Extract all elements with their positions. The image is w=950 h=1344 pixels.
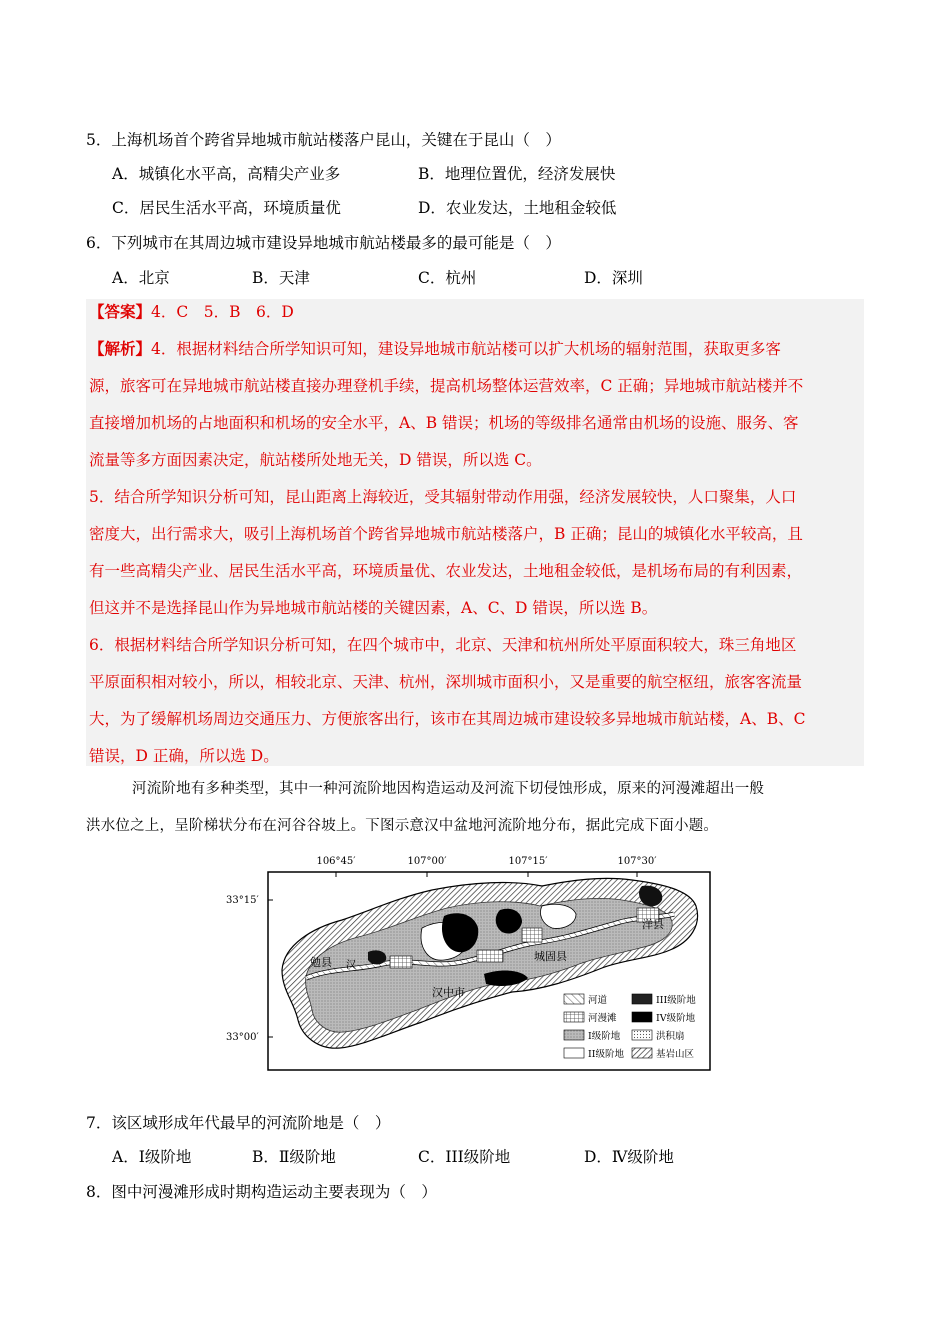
analysis-line-6: 密度大，出行需求大，吸引上海机场首个跨省异地城市航站楼落户，B 正确；昆山的城镇化水平较高，且 xyxy=(89,525,803,543)
hanzhong-basin-terrace-map xyxy=(222,850,722,1078)
analysis-line-7: 有一些高精尖产业、居民生活水平高，环境质量优、农业发达，土地租金较低，是机场布局的有利因素， xyxy=(89,562,803,580)
question-5-stem: 5．上海机场首个跨省异地城市航站楼落户昆山，关键在于昆山（ ） xyxy=(86,131,561,149)
place-chenggu: 城固县 xyxy=(534,950,567,963)
question-6-options xyxy=(112,267,672,289)
option-b[interactable]: B．地理位置优，经济发展快 xyxy=(418,165,616,183)
lat-label-2: 33°00′ xyxy=(226,1032,259,1043)
lon-label-4: 107°30′ xyxy=(617,856,657,867)
analysis-line-11: 大，为了缓解机场周边交通压力、方便旅客出行，该市在其周边城市建设较多异地城市航站楼，A、B、C xyxy=(89,710,806,728)
river-label-han: 汉 xyxy=(346,960,356,971)
lat-label-1: 33°15′ xyxy=(226,895,259,906)
question-5-options-2 xyxy=(112,197,672,219)
question-7-options xyxy=(112,1146,692,1168)
legend-river: 河道 xyxy=(588,995,608,1006)
analysis-line-10: 平原面积相对较小，所以，相较北京、天津、杭州，深圳城市面积小，又是重要的航空枢纽，旅客客流量 xyxy=(89,673,803,691)
option-d[interactable]: D．Ⅳ级阶地 xyxy=(584,1148,674,1166)
answer-text: 4．C 5．B 6．D xyxy=(151,303,294,321)
analysis-label: 【解析】 xyxy=(89,339,152,358)
question-5-options xyxy=(112,163,672,185)
question-7-stem: 7．该区域形成年代最早的河流阶地是（ ） xyxy=(86,1114,391,1132)
analysis-line-5: 5．结合所学知识分析可知，昆山距离上海较近，受其辐射带动作用强，经济发展较快，人口聚集，人口 xyxy=(89,488,797,506)
analysis-line-4: 流量等多方面因素决定，航站楼所处地无关，D 错误，所以选 C。 xyxy=(89,451,542,469)
analysis-line-8: 但这并不是选择昆山作为异地城市航站楼的关键因素，A、C、D 错误，所以选 B。 xyxy=(89,599,658,617)
option-b[interactable]: B．天津 xyxy=(252,269,310,287)
place-mianxian: 勉县 xyxy=(310,956,332,969)
place-yangxian: 洋县 xyxy=(642,918,664,931)
question-8-stem: 8．图中河漫滩形成时期构造运动主要表现为（ ） xyxy=(86,1183,437,1201)
legend-terrace-i: I级阶地 xyxy=(588,1031,621,1042)
floodplain-patch xyxy=(390,956,412,968)
analysis-line-2: 源，旅客可在异地城市航站楼直接办理登机手续，提高机场整体运营效率，C 正确；异地城市航站楼并不 xyxy=(89,377,804,395)
floodplain-patch xyxy=(477,950,503,962)
legend-alluvial-fan: 洪积扇 xyxy=(656,1031,685,1042)
option-a[interactable]: A．北京 xyxy=(112,269,170,287)
passage-line-1: 河流阶地有多种类型，其中一种河流阶地因构造运动及河流下切侵蚀形成，原来的河漫滩超出一般 xyxy=(132,781,765,797)
analysis-line-3: 直接增加机场的占地面积和机场的安全水平，A、B 错误；机场的等级排名通常由机场的设施、服务、客 xyxy=(89,414,799,432)
option-d[interactable]: D．深圳 xyxy=(584,269,643,287)
option-d[interactable]: D．农业发达，土地租金较低 xyxy=(418,199,617,217)
option-c[interactable]: C．杭州 xyxy=(418,269,477,287)
legend-floodplain: 河漫滩 xyxy=(588,1013,617,1024)
legend-terrace-iii: III级阶地 xyxy=(656,995,696,1006)
lon-label-2: 107°00′ xyxy=(407,856,447,867)
analysis-line-9: 6．根据材料结合所学知识分析可知，在四个城市中，北京、天津和杭州所处平原面积较大，珠三角地区 xyxy=(89,636,797,654)
question-6-stem: 6．下列城市在其周边城市建设异地城市航站楼最多的最可能是（ ） xyxy=(86,234,561,252)
legend-terrace-ii: II级阶地 xyxy=(588,1049,625,1060)
legend-terrace-iv: IV级阶地 xyxy=(656,1013,696,1024)
analysis-line-1: 【解析】4．根据材料结合所学知识可知，建设异地城市航站楼可以扩大机场的辐射范围，获取更多客 xyxy=(89,339,781,358)
lon-label-3: 107°15′ xyxy=(508,856,548,867)
passage-line-2: 洪水位之上，呈阶梯状分布在河谷谷坡上。下图示意汉中盆地河流阶地分布，据此完成下面小题。 xyxy=(86,818,719,834)
analysis-line-12: 错误，D 正确，所以选 D。 xyxy=(89,747,279,765)
option-c[interactable]: C．居民生活水平高，环境质量优 xyxy=(112,199,341,217)
answer-label: 【答案】 xyxy=(89,302,152,321)
option-a[interactable]: A．Ⅰ级阶地 xyxy=(112,1148,192,1166)
lon-label-1: 106°45′ xyxy=(316,856,356,867)
option-a[interactable]: A．城镇化水平高，高精尖产业多 xyxy=(112,165,341,183)
answer-line xyxy=(89,301,294,323)
legend-bedrock: 基岩山区 xyxy=(656,1049,695,1060)
option-b[interactable]: B．Ⅱ级阶地 xyxy=(252,1148,336,1166)
place-hanzhong: 汉中市 xyxy=(432,986,465,999)
option-c[interactable]: C．III级阶地 xyxy=(418,1148,511,1166)
floodplain-patch xyxy=(522,928,542,942)
